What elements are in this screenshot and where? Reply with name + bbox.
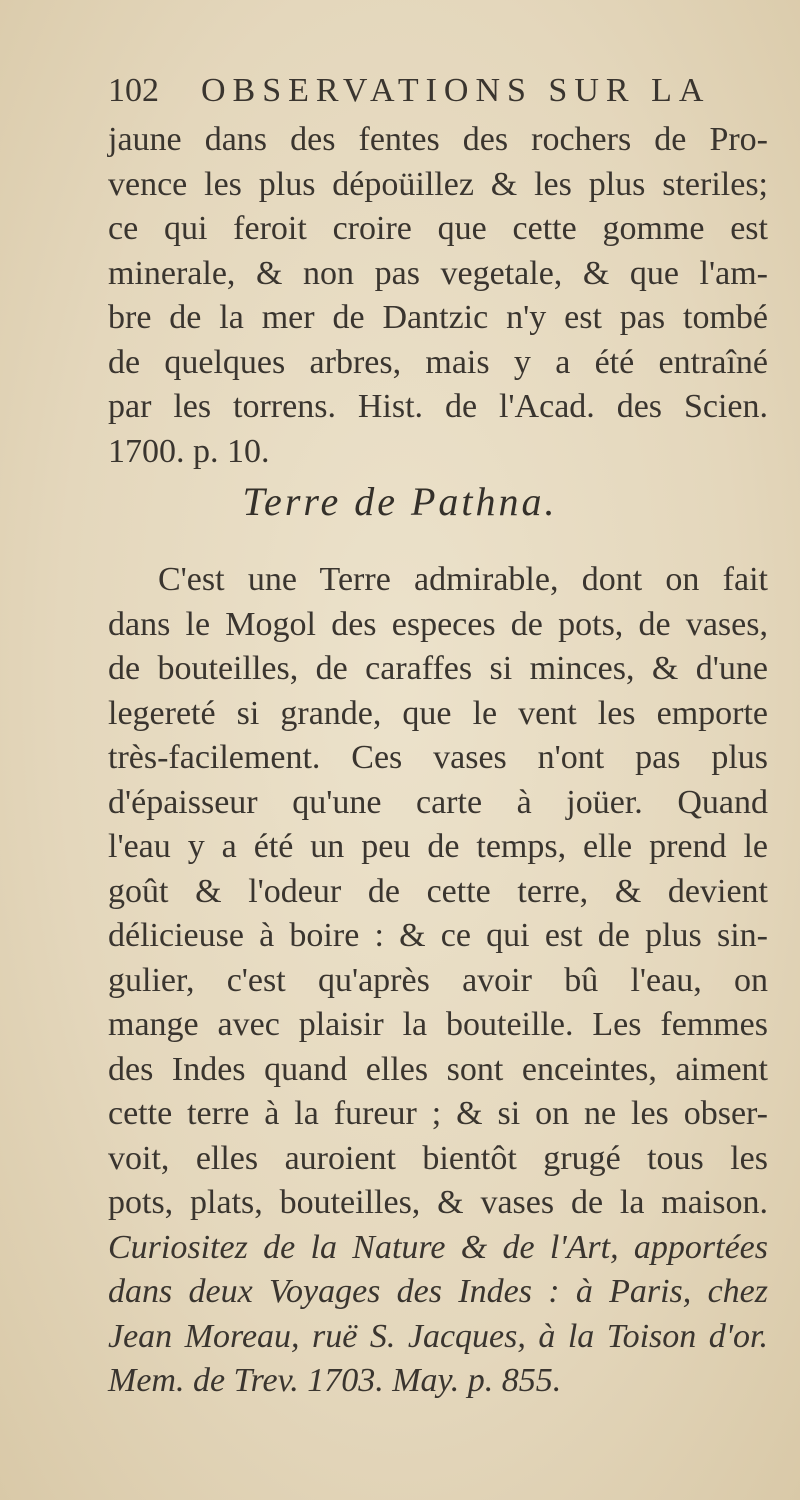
text-line: ce qui feroit croire que cette gomme est <box>108 210 768 247</box>
text-line: minerale, & non pas vegetale, & que l'am- <box>108 254 768 292</box>
text-line: C'est une Terre admirable, dont on fait <box>158 561 768 598</box>
running-header <box>108 72 711 110</box>
section-title: Terre de Pathna. <box>242 479 558 524</box>
text-line: bre de la mer de Dantzic n'y est pas tombé <box>108 299 768 336</box>
paragraph-ambre <box>108 118 768 474</box>
text-line: legereté si grande, que le vent les emporte <box>108 694 768 732</box>
text-line: goût & l'odeur de cette terre, & devient <box>108 872 768 910</box>
citation-line: dans deux Voyages des Indes : à Paris, chez <box>108 1273 768 1310</box>
citation-line: Curiositez de la Nature & de l'Art, apportées <box>108 1228 768 1266</box>
text-line: jaune dans des fentes des rochers de Pro- <box>108 121 768 158</box>
text-line: cette terre à la fureur ; & si on ne les obser- <box>108 1095 768 1132</box>
text-line: de quelques arbres, mais y a été entraîné <box>108 343 768 381</box>
text-line: par les torrens. Hist. de l'Acad. des Scien. <box>108 388 768 425</box>
text-line: dans le Mogol des especes de pots, de vases, <box>108 605 768 643</box>
text-line: mange avec plaisir la bouteille. Les femmes <box>108 1006 768 1043</box>
paragraph-terre-de-pathna <box>108 558 768 1404</box>
page-number: 102 <box>108 72 159 109</box>
text-line: voit, elles auroient bientôt grugé tous les <box>108 1139 768 1177</box>
text-line: gulier, c'est qu'après avoir bû l'eau, on <box>108 961 768 999</box>
text-line: d'épaisseur qu'une carte à joüer. Quand <box>108 783 768 821</box>
text-line: de bouteilles, de caraffes si minces, & d'une <box>108 650 768 687</box>
text-line: délicieuse à boire : & ce qui est de plus sin- <box>108 917 768 954</box>
text-line: pots, plats, bouteilles, & vases de la maison. <box>108 1184 768 1221</box>
text-line: 1700. p. 10. <box>108 432 270 470</box>
citation-line: Jean Moreau, ruë S. Jacques, à la Toison d'or. <box>108 1317 768 1355</box>
running-title: OBSERVATIONS SUR LA <box>201 72 711 109</box>
text-line: très-facilement. Ces vases n'ont pas plus <box>108 739 768 776</box>
text-line: vence les plus dépoüillez & les plus steriles; <box>108 165 768 203</box>
text-line: des Indes quand elles sont enceintes, aiment <box>108 1050 768 1088</box>
citation-line: Mem. de Trev. 1703. May. p. 855. <box>108 1362 562 1399</box>
text-line: l'eau y a été un peu de temps, elle prend le <box>108 828 768 865</box>
